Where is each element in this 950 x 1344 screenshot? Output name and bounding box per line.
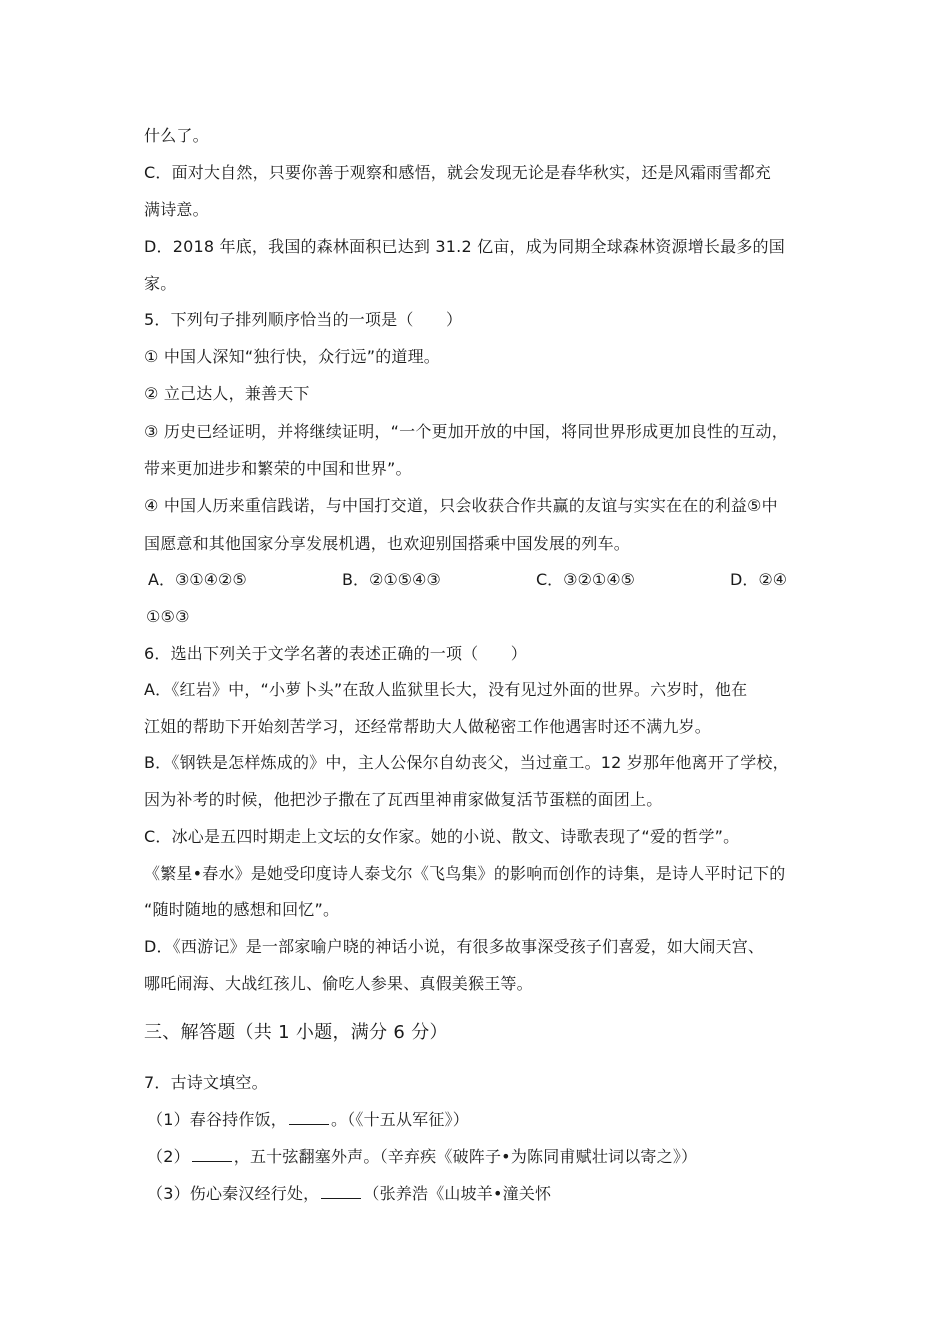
q7-item-1-blank[interactable] [289, 1108, 329, 1125]
q7-item-3 [147, 1182, 827, 1206]
q4-option-c-continuation: 满诗意。 [144, 200, 209, 219]
q6-option-b-continuation: 因为补考的时候，他把沙子撒在了瓦西里神甫家做复活节蛋糕的面团上。 [144, 790, 663, 809]
q6-option-b: B．《钢铁是怎样炼成的》中，主人公保尔自幼丧父，当过童工。12 岁那年他离开了学校， [144, 753, 789, 772]
q6-option-d: D．《西游记》是一部家喻户晓的神话小说，有很多故事深受孩子们喜爱，如大闹天宫、 [144, 937, 765, 956]
q6-option-a: A．《红岩》中，“小萝卜头”在敌人监狱里长大，没有见过外面的世界。六岁时，他在 [144, 680, 748, 699]
q6-option-a-continuation: 江姐的帮助下开始刻苦学习，还经常帮助大人做秘密工作他遇害时还不满九岁。 [144, 717, 712, 736]
q5-option-a: A．③①④②⑤ [148, 570, 247, 589]
q4-option-b-continuation: 什么了。 [144, 126, 209, 145]
q7-item-2 [147, 1145, 827, 1169]
q7-item-2-suffix: ，五十弦翻塞外声。（辛弃疾《破阵子•为陈同甫赋壮词以寄之》） [233, 1147, 698, 1166]
q7-item-2-blank[interactable] [192, 1145, 232, 1162]
q7-item-1 [147, 1108, 827, 1132]
question-7-stem: 7．古诗文填空。 [144, 1073, 268, 1092]
q5-option-d: D．②④ [730, 570, 788, 589]
q4-option-d: D．2018 年底，我国的森林面积已达到 31.2 亿亩，成为同期全球森林资源增长最多的国 [144, 237, 785, 256]
q7-item-1-suffix: 。（《十五从军征》） [330, 1110, 469, 1129]
q5-option-b: B．②①⑤④③ [342, 570, 441, 589]
q5-option-d-continuation: ①⑤③ [146, 607, 190, 626]
q5-options-row [146, 568, 826, 592]
q5-sentence-3-continuation: 带来更加进步和繁荣的中国和世界”。 [144, 459, 412, 478]
section-3-heading: 三、解答题（共 1 小题，满分 6 分） [144, 1022, 448, 1043]
q7-item-3-prefix: （3）伤心秦汉经行处， [147, 1184, 320, 1203]
q7-item-3-suffix: （张养浩《山坡羊•潼关怀 [363, 1184, 552, 1203]
q6-option-c: C．冰心是五四时期走上文坛的女作家。她的小说、散文、诗歌表现了“爱的哲学”。 [144, 827, 740, 846]
q4-option-d-continuation: 家。 [144, 274, 177, 293]
q7-item-3-blank[interactable] [321, 1182, 361, 1199]
q7-item-1-prefix: （1）春谷持作饭， [147, 1110, 287, 1129]
q5-sentence-2: ② 立己达人，兼善天下 [144, 384, 310, 403]
q6-option-c-continuation-1: 《繁星•春水》是她受印度诗人泰戈尔《飞鸟集》的影响而创作的诗集，是诗人平时记下的 [144, 864, 786, 883]
question-5-stem: 5．下列句子排列顺序恰当的一项是（ ） [144, 310, 463, 329]
q5-option-c: C．③②①④⑤ [536, 570, 635, 589]
q6-option-c-continuation-2: “随时随地的感想和回忆”。 [144, 900, 340, 919]
q4-option-c: C．面对大自然，只要你善于观察和感悟，就会发现无论是春华秋实，还是风霜雨雪都充 [144, 163, 771, 182]
q5-sentence-3: ③ 历史已经证明，并将继续证明，“一个更加开放的中国，将同世界形成更加良性的互动， [144, 422, 788, 441]
q7-item-2-prefix: （2） [147, 1147, 190, 1166]
q5-sentence-5-continuation: 国愿意和其他国家分享发展机遇，也欢迎别国搭乘中国发展的列车。 [144, 534, 631, 553]
q5-sentence-4-5: ④ 中国人历来重信践诺，与中国打交道，只会收获合作共赢的友谊与实实在在的利益⑤中 [144, 496, 778, 515]
q5-sentence-1: ① 中国人深知“独行快，众行远”的道理。 [144, 347, 441, 366]
question-6-stem: 6．选出下列关于文学名著的表述正确的一项（ ） [144, 644, 527, 663]
q6-option-d-continuation: 哪吒闹海、大战红孩儿、偷吃人参果、真假美猴王等。 [144, 974, 533, 993]
